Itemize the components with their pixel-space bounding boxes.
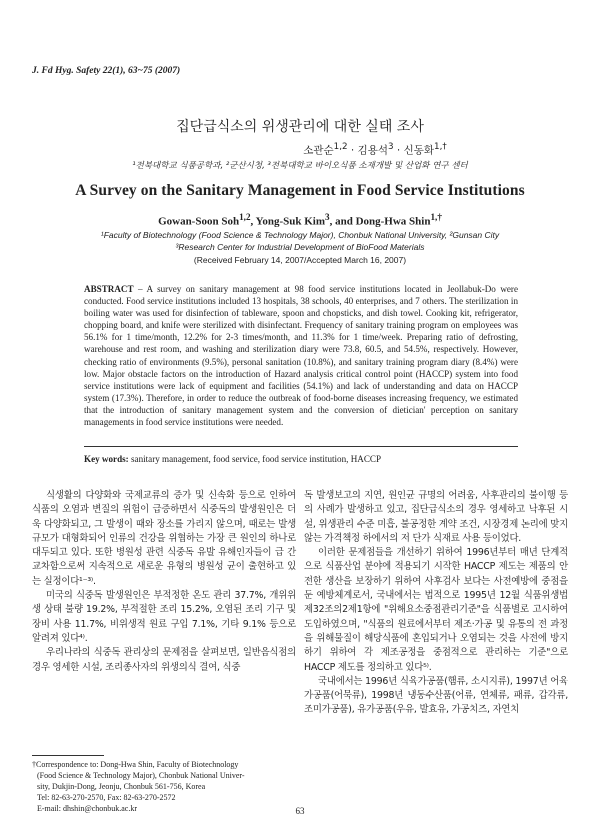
author-ko-3: · 신동화 [393,144,435,157]
body-paragraph: 식생활의 다양화와 국제교류의 증가 및 신속화 등으로 인하여 식품의 오염과 변질의 위험이 급증하면서 식중독의 발생원인은 더욱 다양화되고, 그 발생이 때와 장소를 가리지 않으며, 때로는 발생규모가 대형화되어 인류의 건강을 위협하는 가장 큰 원인의 하나로 대두되고 있다. 또한 병원성 관련 식중독 유발 유해인자들이 급 간 교차함으로써 지속적으로 새로운 유형의 병원성 균이 출현하고 있는 실정이다¹⁻³⁾. [32,490,296,587]
journal-citation: J. Fd Hyg. Safety 22(1), 63~75 (2007) [32,66,181,76]
body-paragraph: 미국의 식중독 발생원인은 부적정한 온도 관리 37.7%, 개위위생 상태 불량 19.2%, 부적절한 조리 15.2%, 오염된 조리 기구 및 장비 사용 11.7%, 비위생적 원료 구입 7.1%, 기타 9.1% 등으로 알려져 있다⁴⁾. [32,590,296,644]
author-ko-1: 소관순 [303,144,334,157]
affiliation-en-line: ³Research Center for Industrial Development of BioFood Materials [175,242,425,252]
abstract-label: ABSTRACT [84,284,134,294]
keywords-label: Key words: [84,454,129,464]
authors-korean [0,142,600,158]
body-paragraph: 우리나라의 식중독 관리상의 문제점을 살펴보면, 일반음식점의 경우 영세한 시설, 조리종사자의 위생의식 결여, 식중 [32,647,296,673]
author-en-3: , and Dong-Hwa Shin [329,215,431,228]
author-en-1-sup: 1,2 [239,212,251,222]
keywords-text: sanitary management, food service, food service institution, HACCP [128,454,382,464]
affiliations-english [0,229,600,253]
footnote-line: (Food Science & Technology Major), Chonbuk National Univer- [37,771,245,780]
body-paragraph: 국내에서는 1996년 식육가공품(햄류, 소시지류), 1997년 어육가공품(어묵류), 1998년 냉동수산품(어류, 연체류, 패류, 갑각류, 조미가공품), 유가공품(우유, 발효유, 가공치즈, 자연치 [304,675,568,716]
page-number: 63 [295,806,305,816]
author-ko-2: · 김용석 [347,144,389,157]
body-column-right [304,489,568,718]
author-en-1: Gowan-Soon Soh [158,215,240,228]
title-english: A Survey on the Sanitary Management in Food Service Institutions [75,182,525,199]
footnote-line: sity, Dukjin-Dong, Jeonju, Chonbuk 561-756, Korea [37,782,206,791]
footnote-divider [32,755,104,756]
abstract-text: – A survey on sanitary management at 98 food service institutions located in Jeollabuk-Do were conducted. Food service institutions included 13 hospitals, 38 schools, 40 enterprises, and 7 others. The sterilization in boiling water was used for disinfection of tableware, spoon and chopsticks, and dish towel. Cooking kit, refrigerator, chopping board, and knife were sterilized with disinfectant. Frequency of sanitary training program on employees was 56.1% for 1 time/month, 12.2% for 2-3 times/month, and 11.3% for 1 time/week. Preparing ratio of defrosting, warehouse and rest room, and washing and sterilization diary were 73.8, 60.5, and 54.5%, respectively. However, checking ratio of environments (9.5%), personal sanitation (10.8%), and sanitary training program diary (8.4%) were low. Major obstacle factors on the introduction of Hazard analysis critical control point (HACCP) system into food service institutions were lack of equipment and facilities (54.1%) and lack of understanding and data on HACCP system (17.3%). Therefore, in order to reduce the outbreak of food-borne diseases increasing frequency, we estimated that the introduction of sanitary management system and the conversion of dietician' perception on sanitary managements in food service institutions were needed. [84,284,518,428]
author-en-3-sup: 1,† [430,212,442,222]
abstract-divider [84,446,518,447]
author-ko-3-sup: 1,† [434,142,447,152]
author-en-2: , Yong-Suk Kim [250,215,326,228]
affiliations-korean: ¹전북대학교 식품공학과, ²군산시청, ³전북대학교 바이오식품 소재개발 및 산업화 연구 센터 [132,161,468,171]
authors-english [0,212,600,228]
abstract [84,283,518,428]
author-en-2-sup: 3 [325,212,330,222]
body-column-left [32,489,296,675]
footnote-line: E-mail: dhshin@chonbuk.ac.kr [37,804,138,813]
footnote-line: Tel: 82-63-270-2570, Fax: 82-63-270-2572 [37,793,176,802]
footnote-line: †Correspondence to: Dong-Hwa Shin, Faculty of Biotechnology [32,760,239,769]
keywords [84,454,518,464]
body-paragraph: 이러한 문제점들을 개선하기 위하여 1996년부터 매년 단계적으로 식품산업 분야에 적용되기 시작한 HACCP 제도는 제품의 안전한 생산을 보장하기 위하여 사후검사 보다는 사전예방에 중점을 둔 예방체계로서, 국내에서는 법적으로 1995년 12월 식품위생법 제32조의2제1항에 "위해요소중점관리기준"을 식품별로 고시하여 도입하였으며, "식품의 원료에서부터 제조·가공 및 유통의 전 과정을 위해물질이 해당식품에 혼입되거나 오염되는 것을 사전에 방지하기 위하여 각 제조공정을 중점적으로 관리하는 기준"으로 HACCP 제도를 정의하고 있다⁵⁾. [304,547,568,673]
title-korean: 집단급식소의 위생관리에 대한 실태 조사 [176,119,424,135]
received-dates: (Received February 14, 2007/Accepted March 16, 2007) [193,255,407,265]
author-ko-2-sup: 3 [388,142,394,152]
affiliation-en-line: ¹Faculty of Biotechnology (Food Science & Technology Major), Chonbuk National University, ²Gunsan City [100,230,500,240]
body-paragraph: 독 발생보고의 지연, 원인균 규명의 어려움, 사후관리의 불이행 등의 사례가 발생하고 있고, 집단급식소의 경우 영세하고 낙후된 시설, 위생관리 수준 미흡, 불공정한 계약 조건, 시장경제 논리에 맞지 않는 가격책정 하에서의 저 단가 식재료 사용 등이었다. [304,490,568,544]
author-ko-1-sup: 1,2 [333,142,348,152]
